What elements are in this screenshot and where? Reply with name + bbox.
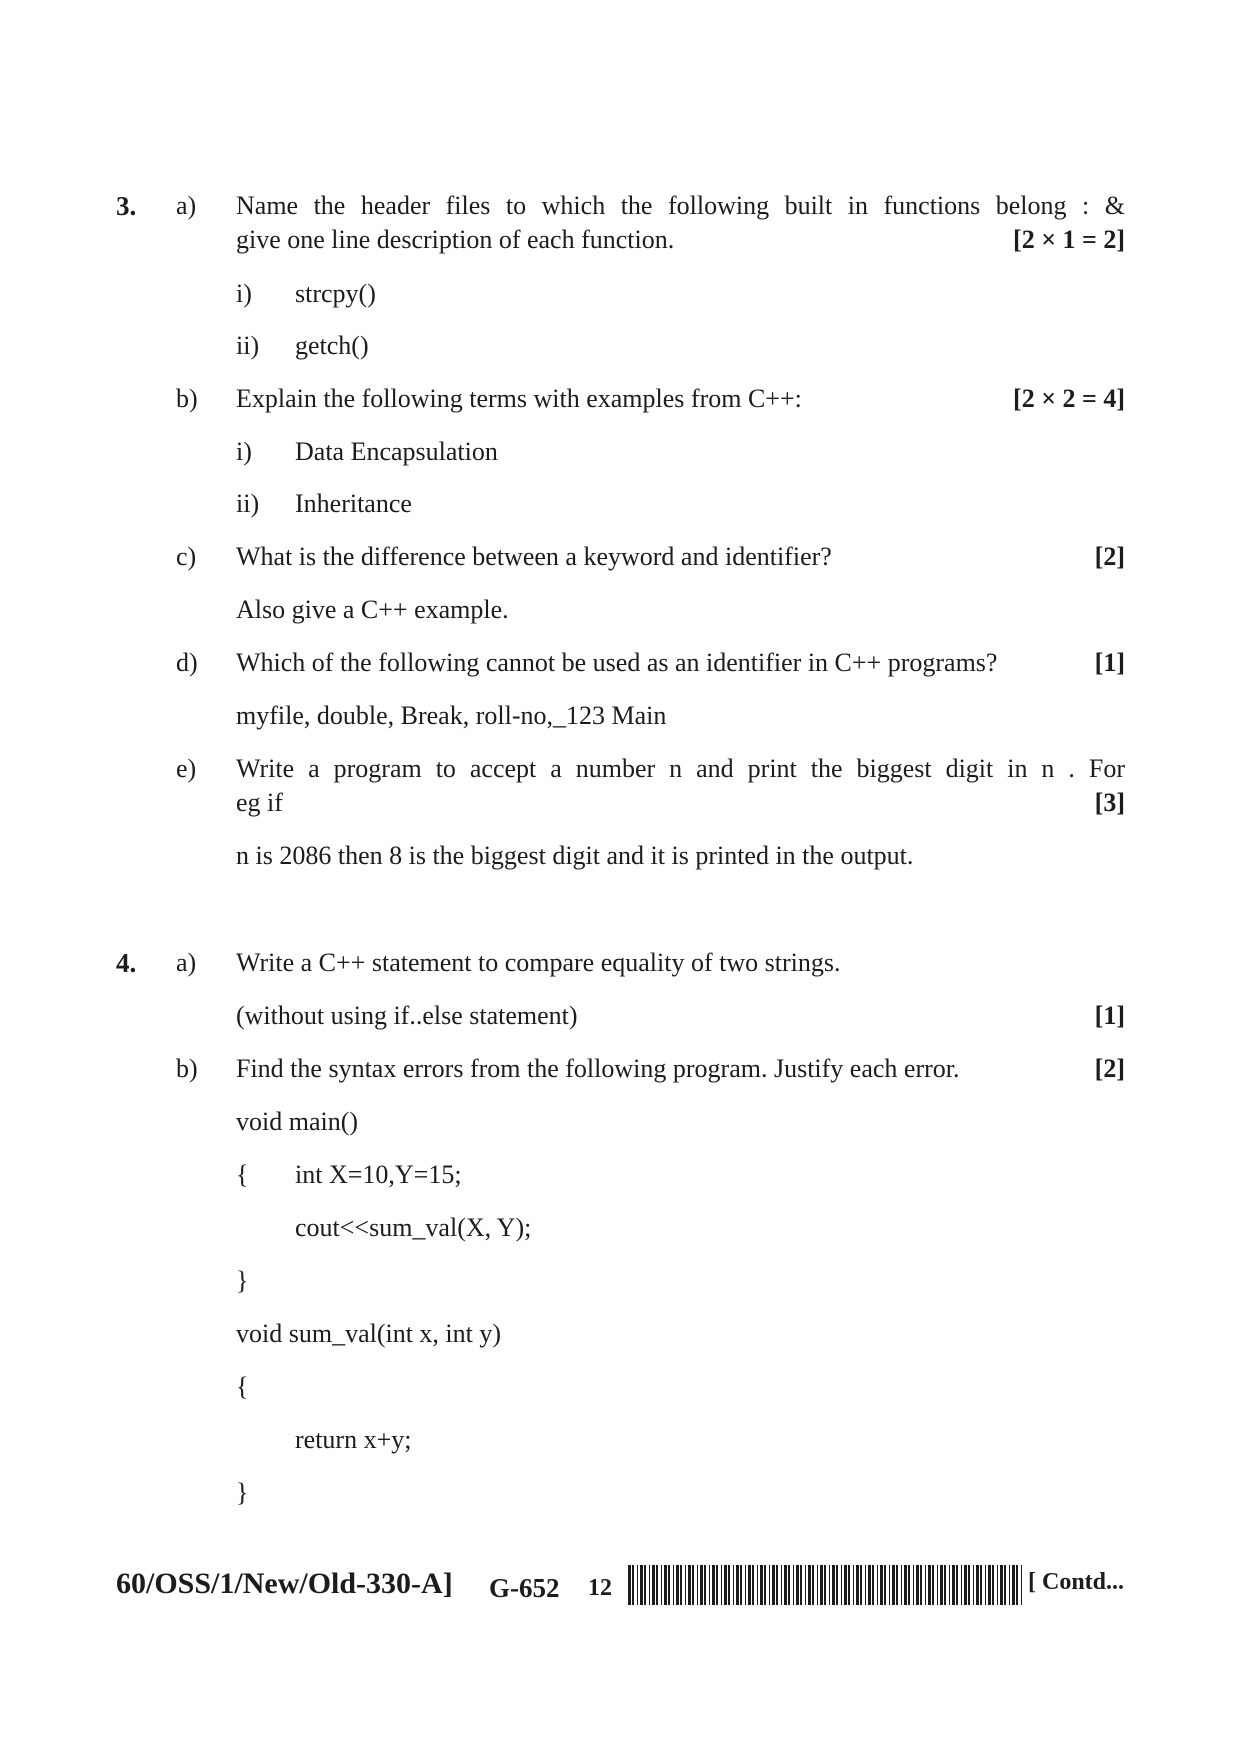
barcode-bar [976, 1565, 979, 1605]
q3c-marks: [2] [1094, 542, 1125, 571]
series-code: G-652 [489, 1573, 560, 1603]
q3b-marks: [2 × 2 = 4] [1013, 384, 1125, 413]
barcode-bar [817, 1565, 818, 1605]
barcode-bar [985, 1565, 986, 1605]
barcode-bar [808, 1565, 811, 1605]
barcode-icon [626, 1565, 1026, 1605]
q3a-label: a) [176, 191, 197, 220]
q4a-marks: [1] [1094, 1001, 1125, 1030]
barcode-bar [788, 1565, 790, 1605]
q3a-text-line2: give one line description of each function. [236, 225, 675, 254]
q4b-marks: [2] [1094, 1054, 1125, 1083]
paper-code: 60/OSS/1/New/Old-330-A] [116, 1567, 453, 1600]
barcode-bar [860, 1565, 862, 1605]
barcode-bar [884, 1565, 886, 1605]
barcode-bar [1016, 1565, 1018, 1605]
code-line-5: void sum_val(int x, int y) [236, 1319, 502, 1348]
code-line-1: void main() [236, 1107, 359, 1136]
code-open-brace-1: { [236, 1160, 249, 1189]
q3e-text-line2: eg if [236, 788, 283, 817]
barcode-bar [937, 1565, 938, 1605]
barcode-bar [628, 1565, 631, 1605]
barcode-bar [956, 1565, 958, 1605]
barcode-bar [688, 1565, 691, 1605]
barcode-bar [676, 1565, 679, 1605]
barcode-bar [997, 1565, 998, 1605]
barcode-bar [1009, 1565, 1010, 1605]
q3c-label: c) [176, 542, 197, 571]
barcode-bar [868, 1565, 871, 1605]
q3d-marks: [1] [1094, 648, 1125, 677]
barcode-bar [877, 1565, 878, 1605]
barcode-bar [896, 1565, 898, 1605]
barcode-bar [805, 1565, 806, 1605]
barcode-bar [928, 1565, 931, 1605]
barcode-bar [872, 1565, 874, 1605]
barcode-bar [832, 1565, 835, 1605]
barcode-bar [748, 1565, 751, 1605]
barcode-bar [796, 1565, 799, 1605]
code-line-3: cout<<sum_val(X, Y); [295, 1213, 532, 1242]
barcode-bar [640, 1565, 643, 1605]
question-4-number: 4. [116, 948, 137, 978]
q4a-label: a) [176, 948, 197, 977]
barcode-bar [844, 1565, 847, 1605]
q3d-label: d) [176, 648, 198, 677]
barcode-bar [764, 1565, 766, 1605]
barcode-bar [644, 1565, 646, 1605]
barcode-bar [920, 1565, 922, 1605]
barcode-bar [865, 1565, 866, 1605]
continued-label: [ Contd... [1028, 1569, 1125, 1595]
barcode-bar [668, 1565, 670, 1605]
barcode-bar [800, 1565, 802, 1605]
barcode-bar [673, 1565, 674, 1605]
q3b-item-1-num: i) [236, 437, 252, 466]
barcode-bar [781, 1565, 782, 1605]
barcode-bar [709, 1565, 710, 1605]
barcode-bar [880, 1565, 883, 1605]
barcode-bar [757, 1565, 758, 1605]
barcode-bar [820, 1565, 823, 1605]
barcode-bar [716, 1565, 718, 1605]
q3b-label: b) [176, 384, 198, 413]
barcode-bar [772, 1565, 775, 1605]
barcode-bar [901, 1565, 902, 1605]
q3e-text-line1: Write a program to accept a number n and print the biggest digit in n . For [236, 754, 1125, 783]
barcode-bar [704, 1565, 706, 1605]
barcode-bar [736, 1565, 739, 1605]
barcode-bar [949, 1565, 950, 1605]
barcode-bar [664, 1565, 667, 1605]
barcode-bar [992, 1565, 994, 1605]
barcode-bar [841, 1565, 842, 1605]
q3e-line3: n is 2086 then 8 is the biggest digit and it is printed in the output. [236, 841, 914, 870]
q3a-item-1-num: i) [236, 279, 252, 308]
q3b-item-2-text: Inheritance [295, 489, 412, 518]
q3c-text: What is the difference between a keyword and identifier? [236, 542, 832, 571]
barcode-bar [652, 1565, 655, 1605]
barcode-bar [932, 1565, 934, 1605]
code-close-brace-1: } [236, 1266, 249, 1295]
barcode-bar [752, 1565, 754, 1605]
barcode-bar [961, 1565, 962, 1605]
barcode-bar [724, 1565, 727, 1605]
barcode-bar [964, 1565, 967, 1605]
barcode-bar [649, 1565, 650, 1605]
barcode-bar [697, 1565, 698, 1605]
barcode-bar [925, 1565, 926, 1605]
q3b-item-2-num: ii) [236, 489, 260, 518]
q3c-line2: Also give a C++ example. [236, 595, 509, 624]
barcode-bar [853, 1565, 854, 1605]
barcode-bar [1004, 1565, 1006, 1605]
q3a-text-line1: Name the header files to which the following built in functions belong : & [236, 191, 1125, 220]
barcode-bar [952, 1565, 955, 1605]
code-open-brace-2: { [236, 1372, 249, 1401]
barcode-bar [968, 1565, 970, 1605]
barcode-bar [632, 1565, 634, 1605]
barcode-bar [745, 1565, 746, 1605]
barcode-bar [980, 1565, 982, 1605]
q4a-text-line2: (without using if..else statement) [236, 1001, 578, 1030]
q3a-item-1-text: strcpy() [295, 279, 376, 308]
barcode-bar [728, 1565, 730, 1605]
barcode-bar [1021, 1565, 1022, 1605]
barcode-bar [904, 1565, 907, 1605]
q4b-label: b) [176, 1054, 198, 1083]
barcode-bar [944, 1565, 946, 1605]
barcode-bar [661, 1565, 662, 1605]
q3b-text: Explain the following terms with examples from C++: [236, 384, 802, 413]
barcode-bar [793, 1565, 794, 1605]
q3a-marks: [2 × 1 = 2] [1013, 225, 1125, 254]
barcode-bar [733, 1565, 734, 1605]
barcode-bar [1012, 1565, 1015, 1605]
question-3-number: 3. [116, 191, 137, 221]
barcode-bar [940, 1565, 943, 1605]
code-line-2: int X=10,Y=15; [295, 1160, 462, 1189]
page-number: 12 [588, 1575, 612, 1601]
q4a-text-line1: Write a C++ statement to compare equality of two strings. [236, 948, 841, 977]
barcode-bar [721, 1565, 722, 1605]
barcode-bar [769, 1565, 770, 1605]
barcode-bar [824, 1565, 826, 1605]
barcode-bar [760, 1565, 763, 1605]
barcode-bar [916, 1565, 919, 1605]
barcode-bar [892, 1565, 895, 1605]
barcode-bar [680, 1565, 682, 1605]
barcode-bar [908, 1565, 910, 1605]
barcode-bar [988, 1565, 991, 1605]
q3a-item-2-text: getch() [295, 331, 369, 360]
barcode-bar [1000, 1565, 1003, 1605]
barcode-bar [784, 1565, 787, 1605]
barcode-bar [913, 1565, 914, 1605]
code-line-7: return x+y; [295, 1425, 412, 1454]
q3e-marks: [3] [1094, 788, 1125, 817]
barcode-bar [700, 1565, 703, 1605]
q3e-label: e) [176, 754, 197, 783]
code-close-brace-2: } [236, 1478, 249, 1507]
barcode-bar [692, 1565, 694, 1605]
q3d-line2: myfile, double, Break, roll-no,_123 Main [236, 701, 667, 730]
barcode-bar [685, 1565, 686, 1605]
barcode-bar [637, 1565, 638, 1605]
barcode-bar [656, 1565, 658, 1605]
barcode-bar [776, 1565, 778, 1605]
q4b-text: Find the syntax errors from the following program. Justify each error. [236, 1054, 960, 1083]
barcode-bar [973, 1565, 974, 1605]
barcode-bar [829, 1565, 830, 1605]
barcode-bar [812, 1565, 814, 1605]
barcode-bar [740, 1565, 742, 1605]
q3a-item-2-num: ii) [236, 331, 260, 360]
barcode-bar [848, 1565, 850, 1605]
barcode-bar [889, 1565, 890, 1605]
barcode-bar [712, 1565, 715, 1605]
barcode-bar [836, 1565, 838, 1605]
barcode-bar [856, 1565, 859, 1605]
q3b-item-1-text: Data Encapsulation [295, 437, 498, 466]
q3d-text: Which of the following cannot be used as an identifier in C++ programs? [236, 648, 998, 677]
